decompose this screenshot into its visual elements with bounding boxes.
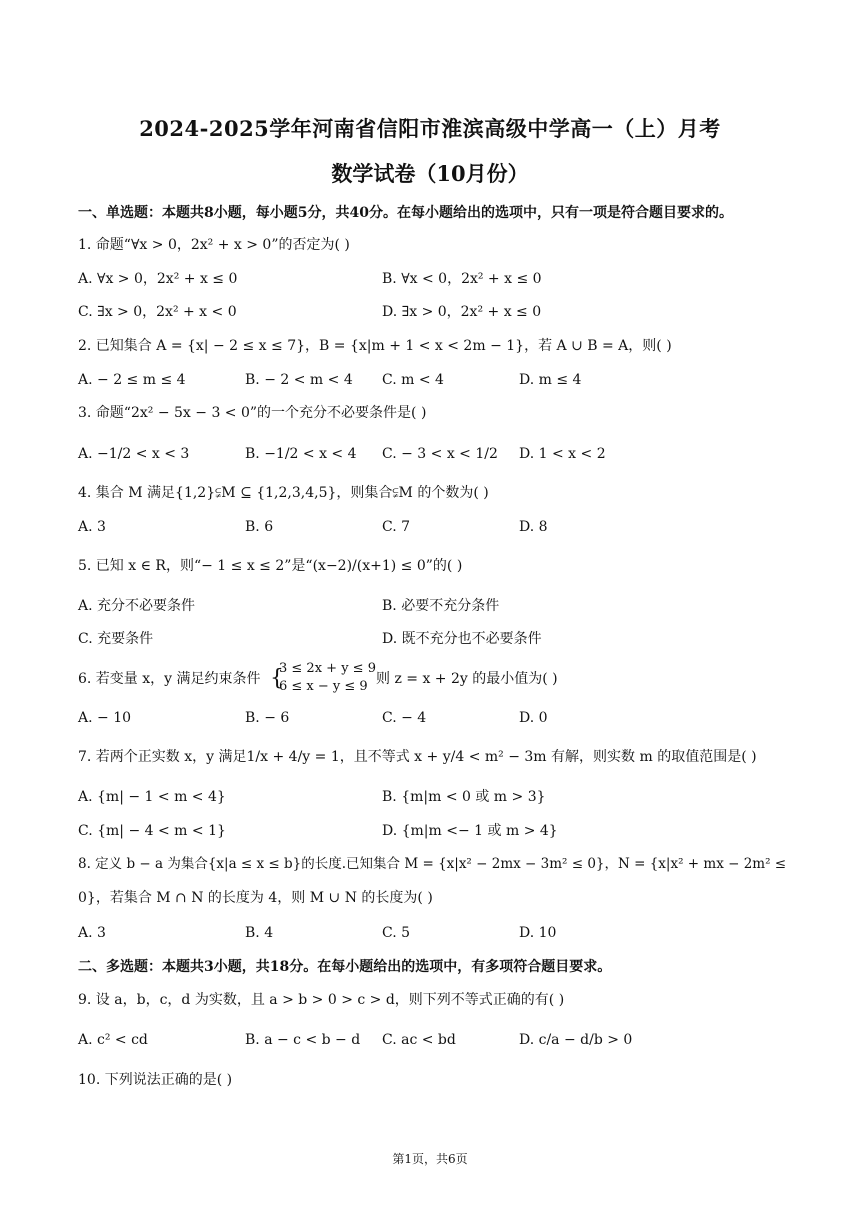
q2-option-a: A. − 2 ≤ m ≤ 4 — [78, 372, 186, 388]
q6-option-c: C. − 4 — [382, 710, 427, 726]
q9-option-b: B. a − c < b − d — [245, 1032, 361, 1048]
q1-option-b: B. ∀x < 0，2x² + x ≤ 0 — [382, 271, 542, 287]
question-9: 9. 设 a，b，c，d 为实数，且 a > b > 0 > c > d，则下列不等式正确的有( ) — [78, 992, 565, 1008]
question-6-suffix: 则 z = x + 2y 的最小值为( ) — [376, 671, 558, 687]
question-8-line-2: 0}，若集合 M ∩ N 的长度为 4，则 M ∪ N 的长度为( ) — [78, 890, 433, 906]
brace-symbol: { — [270, 666, 284, 691]
constraint-1: 3 ≤ 2x + y ≤ 9 — [279, 661, 376, 676]
q8-option-b: B. 4 — [245, 925, 274, 941]
q5-option-c: C. 充要条件 — [78, 631, 154, 647]
question-2: 2. 已知集合 A = {x| − 2 ≤ x ≤ 7}，B = {x|m + 1 < x < 2m − 1}，若 A ∪ B = A，则( ) — [78, 338, 672, 354]
q6-option-a: A. − 10 — [78, 710, 132, 726]
q2-option-b: B. − 2 < m < 4 — [245, 372, 353, 388]
q2-option-d: D. m ≤ 4 — [519, 372, 582, 388]
q4-option-a: A. 3 — [78, 519, 106, 535]
question-4: 4. 集合 M 满足{1,2}⫋M ⊆ {1,2,3,4,5}，则集合⫋M 的个数为( ) — [78, 485, 489, 501]
q6-option-b: B. − 6 — [245, 710, 290, 726]
section-1-heading: 一、单选题：本题共8小题，每小题5分，共40分。在每小题给出的选项中，只有一项是符合题目要求的。 — [78, 205, 733, 221]
constraint-2: 6 ≤ x − y ≤ 9 — [279, 679, 368, 694]
q9-option-d: D. c/a − d/b > 0 — [519, 1032, 633, 1048]
q3-option-c: C. − 3 < x < 1/2 — [382, 446, 498, 462]
section-2-heading: 二、多选题：本题共3小题，共18分。在每小题给出的选项中，有多项符合题目要求。 — [78, 959, 612, 975]
question-1: 1. 命题“∀x > 0，2x² + x > 0”的否定为( ) — [78, 237, 350, 253]
q8-option-a: A. 3 — [78, 925, 106, 941]
q3-option-a: A. −1/2 < x < 3 — [78, 446, 190, 462]
q1-option-d: D. ∃x > 0，2x² + x ≤ 0 — [382, 304, 542, 320]
q5-option-b: B. 必要不充分条件 — [382, 598, 500, 614]
q7-option-c: C. {m| − 4 < m < 1} — [78, 823, 226, 839]
exam-title: 2024-2025学年河南省信阳市淮滨高级中学高一（上）月考 — [139, 116, 721, 141]
q7-option-d: D. {m|m <− 1 或 m > 4} — [382, 823, 558, 839]
question-5: 5. 已知 x ∈ R，则“− 1 ≤ x ≤ 2”是“(x−2)/(x+1) ≤ 0”的( ) — [78, 558, 463, 574]
question-8-line-1: 8. 定义 b − a 为集合{x|a ≤ x ≤ b}的长度.已知集合 M = {x|x² − 2mx − 3m² ≤ 0}，N = {x|x² + mx − 2m² ≤ — [78, 856, 787, 872]
q3-option-d: D. 1 < x < 2 — [519, 446, 606, 462]
q3-option-b: B. −1/2 < x < 4 — [245, 446, 357, 462]
q4-option-c: C. 7 — [382, 519, 411, 535]
q7-option-a: A. {m| − 1 < m < 4} — [78, 789, 226, 805]
q8-option-d: D. 10 — [519, 925, 557, 941]
q6-option-d: D. 0 — [519, 710, 548, 726]
q9-option-c: C. ac < bd — [382, 1032, 456, 1048]
q8-option-c: C. 5 — [382, 925, 411, 941]
q9-option-a: A. c² < cd — [78, 1032, 148, 1048]
q5-option-a: A. 充分不必要条件 — [78, 598, 196, 614]
q1-option-a: A. ∀x > 0，2x² + x ≤ 0 — [78, 271, 238, 287]
q4-option-b: B. 6 — [245, 519, 274, 535]
question-3: 3. 命题“2x² − 5x − 3 < 0”的一个充分不必要条件是( ) — [78, 405, 427, 421]
q4-option-d: D. 8 — [519, 519, 548, 535]
q7-option-b: B. {m|m < 0 或 m > 3} — [382, 789, 546, 805]
q1-option-c: C. ∃x > 0，2x² + x < 0 — [78, 304, 237, 320]
exam-subtitle: 数学试卷（10月份） — [331, 161, 529, 186]
question-7: 7. 若两个正实数 x，y 满足1/x + 4/y = 1，且不等式 x + y/4 < m² − 3m 有解，则实数 m 的取值范围是( ) — [78, 749, 757, 765]
q2-option-c: C. m < 4 — [382, 372, 444, 388]
question-6-prefix: 6. 若变量 x，y 满足约束条件 — [78, 671, 261, 687]
page-footer: 第1页，共6页 — [392, 1152, 468, 1166]
question-10: 10. 下列说法正确的是( ) — [78, 1072, 233, 1088]
q5-option-d: D. 既不充分也不必要条件 — [382, 631, 542, 647]
